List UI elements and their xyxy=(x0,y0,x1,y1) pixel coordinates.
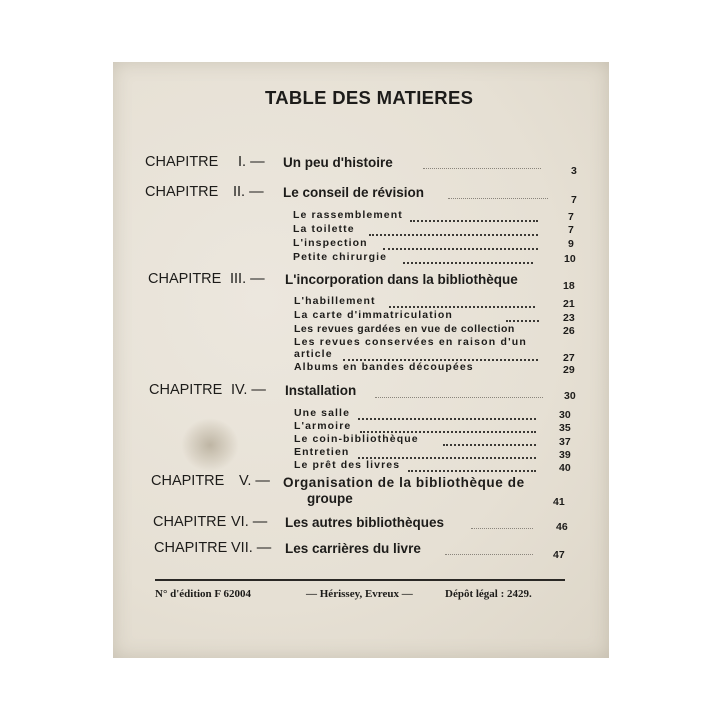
section-page: 40 xyxy=(559,462,571,474)
section-page: 23 xyxy=(563,312,575,324)
section-page: 27 xyxy=(563,352,575,364)
dot-leader xyxy=(408,470,536,472)
dot-leader xyxy=(448,198,548,199)
dot-leader xyxy=(443,444,536,446)
dot-leader xyxy=(369,234,538,236)
chapter-page: 7 xyxy=(571,194,577,206)
section-page: 37 xyxy=(559,436,571,448)
paper-stain xyxy=(181,418,239,472)
chapter-page: 47 xyxy=(553,549,565,561)
section-title: L'armoire xyxy=(294,420,352,432)
chapter-label: CHAPITRE xyxy=(149,382,223,398)
section-page: 7 xyxy=(568,224,574,236)
chapter-page: 30 xyxy=(564,390,576,402)
section-title: Le prêt des livres xyxy=(294,459,401,471)
section-page: 7 xyxy=(568,211,574,223)
chapter-numeral: VI. — xyxy=(231,514,268,530)
chapter-title: Un peu d'histoire xyxy=(283,155,393,170)
section-page: 35 xyxy=(559,422,571,434)
section-page: 26 xyxy=(563,325,575,337)
chapter-title: L'incorporation dans la bibliothèque xyxy=(285,272,518,287)
chapter-page: 3 xyxy=(571,165,577,177)
dot-leader xyxy=(358,418,536,420)
dot-leader xyxy=(445,554,533,555)
section-title: Le coin-bibliothèque xyxy=(294,433,419,445)
chapter-page: 41 xyxy=(553,496,565,508)
section-title: La carte d'immatriculation xyxy=(294,309,453,321)
section-title: Le rassemblement xyxy=(293,209,403,221)
chapter-numeral: IV. — xyxy=(231,382,266,398)
edition-number: N° d'édition F 62004 xyxy=(155,588,251,600)
chapter-numeral: I. — xyxy=(238,154,265,170)
section-title: Albums en bandes découpées xyxy=(294,361,474,373)
section-title: La toilette xyxy=(293,223,355,235)
section-title: L'inspection xyxy=(293,237,368,249)
footer-rule xyxy=(155,579,565,581)
chapter-label: CHAPITRE xyxy=(145,154,219,170)
chapter-numeral: II. — xyxy=(233,184,264,200)
section-page: 29 xyxy=(563,364,575,376)
chapter-title-line2: groupe xyxy=(307,491,353,506)
chapter-label: CHAPITRE xyxy=(145,184,219,200)
chapter-label: CHAPITRE xyxy=(148,271,222,287)
dot-leader xyxy=(375,397,543,398)
chapter-title: Le conseil de révision xyxy=(283,185,425,200)
chapter-label: CHAPITRE xyxy=(153,514,227,530)
chapter-title: Installation xyxy=(285,383,357,398)
section-page: 9 xyxy=(568,238,574,250)
chapter-numeral: V. — xyxy=(239,473,270,489)
section-title: Les revues gardées en vue de collection xyxy=(294,323,515,335)
printer-info: — Hérissey, Evreux — xyxy=(306,588,413,600)
chapter-numeral: VII. — xyxy=(231,540,272,556)
dot-leader xyxy=(471,528,533,529)
section-page: 10 xyxy=(564,253,576,265)
book-page xyxy=(113,62,609,658)
dot-leader xyxy=(389,306,535,308)
section-title: Entretien xyxy=(294,446,350,458)
chapter-title: Les carrières du livre xyxy=(285,541,421,556)
chapter-title-line1: Organisation de la bibliothèque de xyxy=(283,475,525,490)
chapter-numeral: III. — xyxy=(230,271,265,287)
chapter-page: 18 xyxy=(563,280,575,292)
toc-title: TABLE DES MATIERES xyxy=(265,87,474,108)
section-title: L'habillement xyxy=(294,295,376,307)
section-title: Une salle xyxy=(294,407,351,419)
section-page: 21 xyxy=(563,298,575,310)
chapter-page: 46 xyxy=(556,521,568,533)
dot-leader xyxy=(410,220,538,222)
section-page: 39 xyxy=(559,449,571,461)
legal-deposit: Dépôt légal : 2429. xyxy=(445,588,532,600)
dot-leader xyxy=(383,248,538,250)
dot-leader xyxy=(403,262,533,264)
chapter-title: Les autres bibliothèques xyxy=(285,515,445,530)
section-title-line1: Les revues conservées en raison d'un xyxy=(294,336,528,348)
dot-leader xyxy=(506,320,539,322)
section-page: 30 xyxy=(559,409,571,421)
chapter-label: CHAPITRE xyxy=(151,473,225,489)
dot-leader xyxy=(423,168,541,169)
section-title-line2: article xyxy=(294,348,333,360)
chapter-label: CHAPITRE xyxy=(154,540,228,556)
section-title: Petite chirurgie xyxy=(293,251,388,263)
